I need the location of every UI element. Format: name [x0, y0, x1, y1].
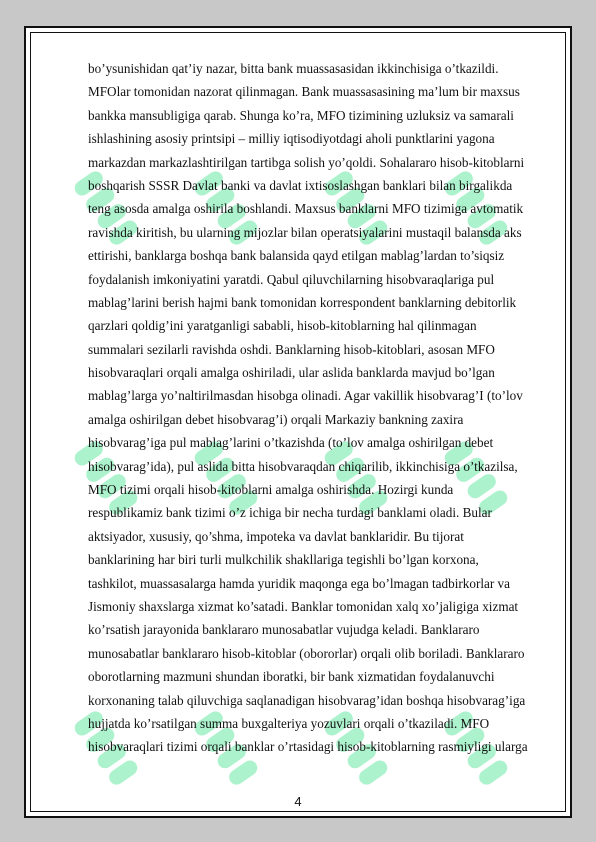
text-line: banklarining har biri turli mulkchilik shakllariga tegishli bo’lgan korxona, [88, 552, 479, 568]
text-line: bankka mansubligiga qarab. Shunga ko’ra, MFO tizimining uzluksiz va samarali [88, 107, 514, 123]
text-line: aktsiyador, xususiy, qo’shma, impoteka va davlat banklaridir. Bu tijorat [88, 528, 464, 544]
text-line: ishlashining asosiy printsipi – milliy iqtisodiyotdagi aholi punktlarini yagona [88, 131, 495, 147]
text-line: ko’rsatish jarayonida banklararo munosabatlar vujudga keladi. Banklararo [88, 622, 480, 638]
text-line: tashkilot, muassasalarga hamda yuridik maqonga ega bo’lmagan tadbirkorlar va [88, 575, 510, 591]
text-line: MFOlar tomonidan nazorat qilinmagan. Bank muassasasining ma’lum bir maxsus [88, 84, 520, 100]
text-line: Jismoniy shaxslarga xizmat ko’satadi. Banklar tomonidan xalq xo’jaligiga xizmat [88, 598, 519, 614]
text-line: markazdan markazlashtirilgan tartibga solish yo’qoldi. Sohalararo hisob-kitoblarni [88, 154, 525, 170]
text-line: oborotlarning mazmuni shundan iboratki, bir bank xizmatidan foydalanuvchi [88, 669, 495, 685]
text-line: foydalanish imkoniyatini yaratdi. Qabul qiluvchilarning hisobvaraqlariga pul [88, 271, 495, 287]
text-line: korxonaning talab qiluvchiga saqlanadigan hisobvarag’idan boshqa hisobvarag’iga [88, 692, 526, 708]
text-line: summalari sezilarli ravishda oshdi. Banklarning hisob-kitoblari, asosan MFO [88, 341, 495, 357]
text-line: ettirishi, banklarga boshqa bank balansida qayd etilgan mablag’lardan to’siqsiz [88, 248, 505, 264]
text-line: amalga oshirilgan debet hisobvarag’i) orqali Markaziy bankning zaxira [88, 411, 464, 427]
text-line: hisobvarag’ida), pul aslida bitta hisobvaraqdan chiqarilib, ikkinchisiga o’tkazilsa, [88, 458, 518, 474]
text-line: mablag’larga yo’naltirilmasdan hisobga olinadi. Agar vakillik hisobvarag’I (to’lov [88, 388, 523, 404]
document-page [24, 26, 572, 818]
text-line: bo’ysunishidan qat’iy nazar, bitta bank muassasasidan ikkinchisiga o’tkazildi. [88, 61, 499, 76]
text-line: respublikamiz bank tizimi o’z ichiga bir necha turdagi banklami oladi. Bular [88, 505, 492, 521]
text-line: boshqarish SSSR Davlat banki va davlat ixtisoslashgan banklari bilan birgalikda [88, 177, 513, 193]
text-line: hisobvarag’iga pul mablag’larini o’tkazishda (to’lov amalga oshirilgan debet [88, 435, 494, 451]
page-number: 4 [294, 794, 302, 809]
text-line: munosabatlar banklararo hisob-kitoblar (obororlar) orqali olib boriladi. Banklararo [88, 645, 525, 661]
text-line: hisobvaraqlari orqali amalga oshiriladi, ular aslida banklarda mavjud bo’lgan [88, 365, 495, 381]
body-paragraph [88, 57, 555, 759]
text-line: hisobvaraqlari tizimi orqali banklar o’rtasidagi hisob-kitoblarning rasmiyligi ularga [88, 739, 528, 755]
text-line: mablag’larini berish hajmi bank tomonidan korrespondent banklarning debitorlik [88, 294, 517, 310]
text-line: teng asosda amalga oshirila boshlandi. Maxsus banklarni MFO tizimiga avtomatik [88, 201, 524, 217]
text-line: MFO tizimi orqali hisob-kitoblarni amalga oshirishda. Hozirgi kunda [88, 482, 454, 498]
text-line: hujjatda ko’rsatilgan summa buxgalteriya yozuvlari orqali o’tkaziladi. MFO [88, 715, 490, 731]
text-line: ravishda kiritish, bu ularning mijozlar bilan operatsiyalarini mustaqil balansda aks [88, 224, 522, 240]
text-line: qarzlari qoldig’ini yaratganligi sababli, hisob-kitoblarning hal qilinmagan [88, 318, 477, 334]
